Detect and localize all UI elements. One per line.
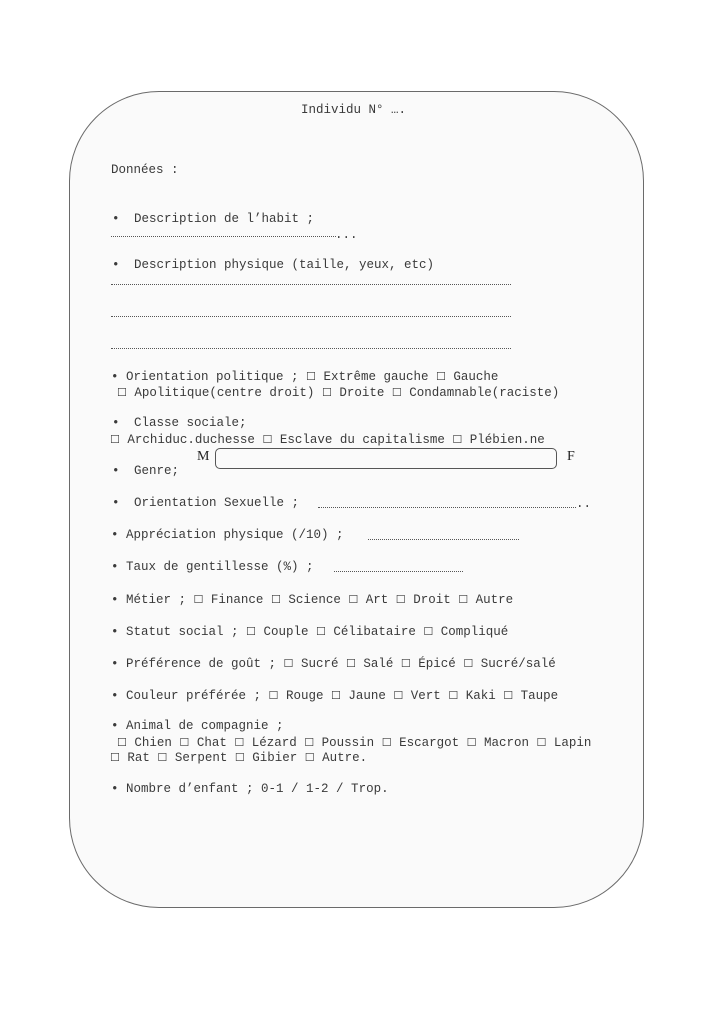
option-label: Finance bbox=[210, 593, 264, 607]
orientation-politique-row-1 bbox=[111, 369, 498, 385]
option-label: Rat bbox=[127, 751, 150, 765]
option-label: Plébien.ne bbox=[469, 433, 545, 447]
checkbox[interactable]: ☐ bbox=[268, 689, 279, 702]
checkbox[interactable]: ☐ bbox=[110, 433, 120, 446]
genre-f-label: F bbox=[567, 449, 575, 464]
option-label: Droite bbox=[339, 386, 385, 400]
checkbox[interactable]: ☐ bbox=[321, 386, 332, 399]
option-label: Poussin bbox=[321, 736, 375, 750]
checkbox[interactable]: ☐ bbox=[448, 689, 459, 702]
checkbox[interactable]: ☐ bbox=[463, 657, 474, 670]
option-label: Droit bbox=[413, 593, 451, 607]
enfants-row bbox=[111, 782, 389, 797]
physique-input-line-1[interactable] bbox=[111, 284, 511, 285]
option-label: Compliqué bbox=[440, 625, 509, 639]
checkbox[interactable]: ☐ bbox=[304, 736, 315, 749]
checkbox[interactable]: ☐ bbox=[117, 736, 127, 749]
checkbox[interactable]: ☐ bbox=[110, 751, 120, 764]
option-label: Épicé bbox=[418, 657, 456, 671]
metier-row bbox=[111, 592, 513, 608]
option-label: Autre. bbox=[322, 751, 368, 765]
animal-label: • Animal de compagnie ; bbox=[111, 719, 284, 733]
physique-input-line-3[interactable] bbox=[111, 348, 511, 349]
option-label: Autre bbox=[475, 593, 514, 607]
checkbox[interactable]: ☐ bbox=[381, 736, 392, 749]
checkbox[interactable]: ☐ bbox=[458, 593, 469, 606]
habit-tail: ... bbox=[335, 228, 358, 242]
option-label: Sucré/salé bbox=[480, 657, 556, 671]
checkbox[interactable]: ☐ bbox=[179, 736, 190, 749]
form-title: Individu N° …. bbox=[301, 103, 407, 117]
habit-bullet: • bbox=[112, 212, 120, 226]
checkbox[interactable]: ☐ bbox=[400, 657, 411, 670]
genre-bullet: • bbox=[112, 464, 120, 478]
classe-bullet: • bbox=[112, 416, 120, 430]
gout-label: • Préférence de goût ; bbox=[111, 657, 277, 671]
enfants-options[interactable]: 0-1 / 1-2 / Trop. bbox=[261, 782, 389, 796]
checkbox[interactable]: ☐ bbox=[466, 736, 477, 749]
option-label: Jaune bbox=[348, 689, 386, 703]
genre-m-label: M bbox=[197, 449, 210, 464]
checkbox[interactable]: ☐ bbox=[348, 593, 359, 606]
checkbox[interactable]: ☐ bbox=[391, 386, 402, 399]
physique-input-line-2[interactable] bbox=[111, 316, 511, 317]
checkbox[interactable]: ☐ bbox=[193, 593, 204, 606]
checkbox[interactable]: ☐ bbox=[423, 625, 434, 638]
orientation-sexuelle-label: Orientation Sexuelle ; bbox=[134, 496, 300, 510]
checkbox[interactable]: ☐ bbox=[306, 370, 316, 383]
statut-row bbox=[111, 624, 508, 640]
option-label: Vert bbox=[410, 689, 441, 703]
option-label: Art bbox=[365, 593, 389, 607]
option-label: Taupe bbox=[520, 689, 559, 703]
gentillesse-input-line[interactable] bbox=[334, 571, 463, 572]
option-label: Lapin bbox=[553, 736, 592, 750]
option-label: Gibier bbox=[252, 751, 298, 765]
couleur-label: • Couleur préférée ; bbox=[111, 689, 262, 703]
checkbox[interactable]: ☐ bbox=[234, 751, 245, 764]
checkbox[interactable]: ☐ bbox=[435, 370, 446, 383]
checkbox[interactable]: ☐ bbox=[246, 625, 256, 638]
animal-row-1 bbox=[117, 735, 591, 751]
checkbox[interactable]: ☐ bbox=[345, 657, 356, 670]
option-label: Macron bbox=[484, 736, 530, 750]
option-label: Esclave du capitalisme bbox=[279, 433, 445, 447]
option-label: Gauche bbox=[453, 370, 499, 384]
checkbox[interactable]: ☐ bbox=[503, 689, 514, 702]
enfants-label: • Nombre d’enfant ; bbox=[111, 782, 254, 796]
checkbox[interactable]: ☐ bbox=[393, 689, 404, 702]
option-label: Escargot bbox=[399, 736, 460, 750]
physique-bullet: • bbox=[112, 258, 120, 272]
gout-row bbox=[111, 656, 556, 672]
habit-label: Description de l’habit ; bbox=[134, 212, 315, 226]
checkbox[interactable]: ☐ bbox=[283, 657, 294, 670]
checkbox[interactable]: ☐ bbox=[157, 751, 168, 764]
animal-row-2 bbox=[110, 750, 367, 766]
option-label: Condamnable(raciste) bbox=[409, 386, 560, 400]
checkbox[interactable]: ☐ bbox=[395, 593, 406, 606]
statut-label: • Statut social ; bbox=[111, 625, 239, 639]
option-label: Chien bbox=[134, 736, 172, 750]
orientation-politique-label: • Orientation politique ; bbox=[111, 370, 307, 384]
checkbox[interactable]: ☐ bbox=[234, 736, 245, 749]
option-label: Célibataire bbox=[333, 625, 416, 639]
classe-options bbox=[110, 432, 545, 448]
checkbox[interactable]: ☐ bbox=[315, 625, 326, 638]
couleur-row bbox=[111, 688, 558, 704]
checkbox[interactable]: ☐ bbox=[117, 386, 127, 399]
donnees-label: Données : bbox=[111, 163, 179, 177]
orientation-politique-row-2 bbox=[117, 385, 559, 401]
checkbox[interactable]: ☐ bbox=[304, 751, 315, 764]
physique-label: Description physique (taille, yeux, etc) bbox=[134, 258, 435, 272]
checkbox[interactable]: ☐ bbox=[452, 433, 463, 446]
option-label: Sucré bbox=[300, 657, 339, 671]
orientation-sexuelle-bullet: • bbox=[112, 496, 120, 510]
option-label: Extrême gauche bbox=[323, 370, 429, 384]
orientation-sexuelle-input-line[interactable] bbox=[318, 507, 576, 508]
checkbox[interactable]: ☐ bbox=[262, 433, 273, 446]
option-label: Apolitique(centre droit) bbox=[134, 386, 315, 400]
option-label: Couple bbox=[263, 625, 309, 639]
appreciation-label: • Appréciation physique (/10) ; bbox=[111, 528, 344, 542]
option-label: Lézard bbox=[251, 736, 297, 750]
orientation-sexuelle-tail: .. bbox=[576, 497, 592, 511]
option-label: Archiduc.duchesse bbox=[127, 433, 255, 447]
habit-input-line[interactable] bbox=[111, 236, 336, 237]
metier-label: • Métier ; bbox=[111, 593, 187, 607]
gentillesse-label: • Taux de gentillesse (%) ; bbox=[111, 560, 314, 574]
option-label: Kaki bbox=[465, 689, 496, 703]
genre-slider[interactable] bbox=[215, 448, 557, 469]
option-label: Rouge bbox=[285, 689, 324, 703]
checkbox[interactable]: ☐ bbox=[330, 689, 341, 702]
option-label: Serpent bbox=[174, 751, 228, 765]
checkbox[interactable]: ☐ bbox=[536, 736, 547, 749]
checkbox[interactable]: ☐ bbox=[270, 593, 281, 606]
genre-label: Genre; bbox=[134, 464, 180, 478]
classe-label: Classe sociale; bbox=[134, 416, 247, 430]
option-label: Science bbox=[288, 593, 341, 607]
option-label: Chat bbox=[196, 736, 227, 750]
option-label: Salé bbox=[363, 657, 394, 671]
appreciation-input-line[interactable] bbox=[368, 539, 519, 540]
